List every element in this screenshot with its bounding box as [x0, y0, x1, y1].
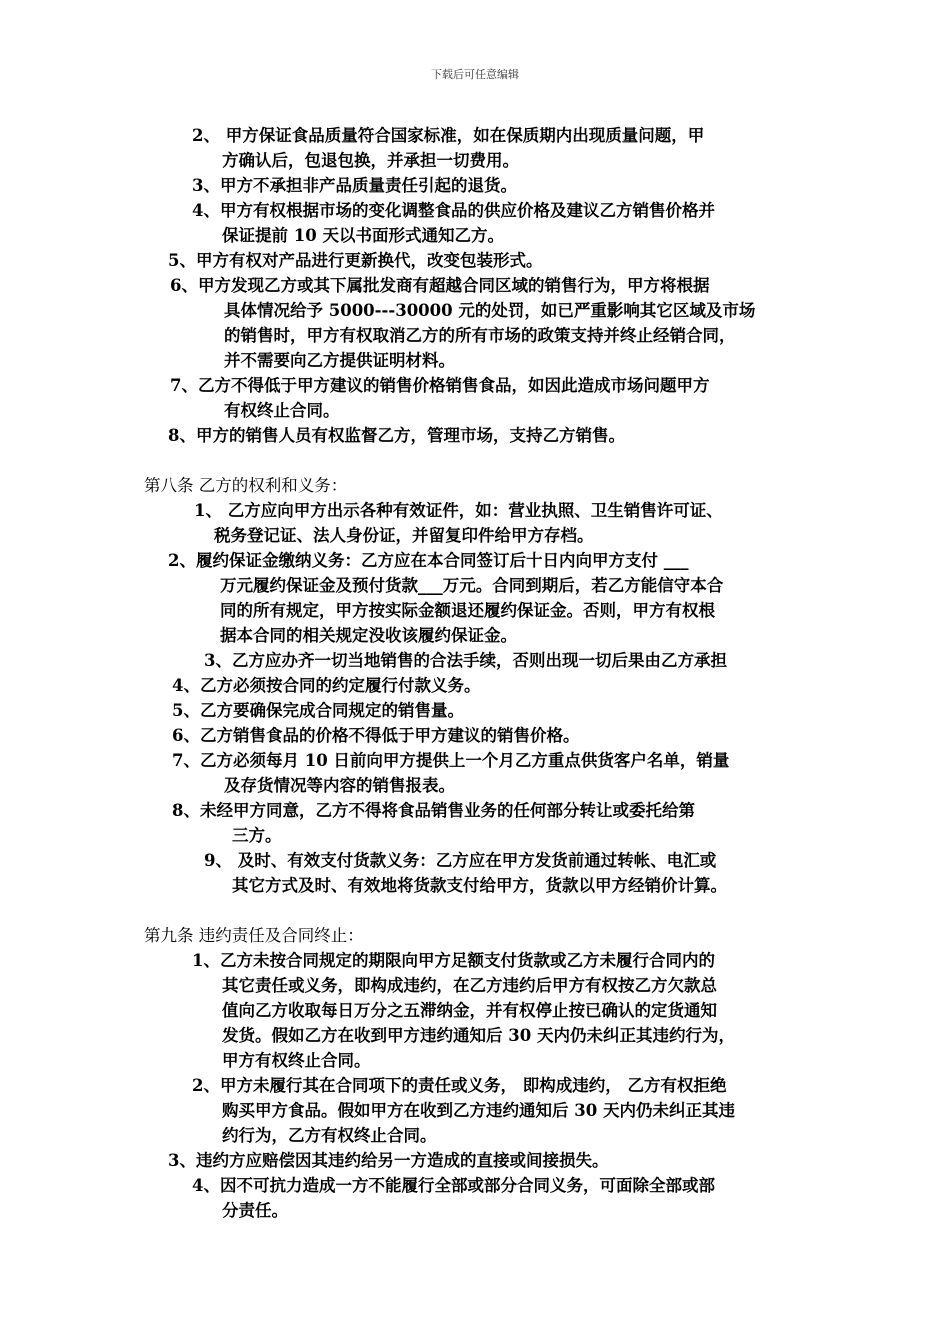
clause-9-item-2-line-1: 2、甲方未履行其在合同项下的责任或义务， 即构成违约， 乙方有权拒绝	[192, 1076, 727, 1095]
clause-7-item-5: 5、甲方有权对产品进行更新换代，改变包装形式。	[168, 251, 543, 270]
clause-7-item-8: 8、甲方的销售人员有权监督乙方，管理市场，支持乙方销售。	[168, 426, 625, 445]
clause-7-item-6-line-4: 并不需要向乙方提供证明材料。	[224, 351, 455, 370]
clause-7-item-7-line-1: 7、乙方不得低于甲方建议的销售价格销售食品，如因此造成市场问题甲方	[170, 376, 710, 395]
clause-7-item-6-line-2: 具体情况给予 5000---30000 元的处罚，如已严重影响其它区域及市场	[224, 301, 756, 320]
clause-9-item-4-line-1: 4、因不可抗力造成一方不能履行全部或部分合同义务，可面除全部或部	[192, 1176, 715, 1195]
clause-8-item-9-line-2: 其它方式及时、有效地将货款支付给甲方，货款以甲方经销价计算。	[232, 876, 727, 895]
clause-8-item-7-line-2: 及存货情况等内容的销售报表。	[224, 776, 455, 795]
clause-8-item-2-line-3: 同的所有规定，甲方按实际金额退还履约保证金。否则，甲方有权根	[220, 601, 715, 620]
clause-8-item-7-line-1: 7、乙方必须每月 10 日前向甲方提供上一个月乙方重点供货客户名单，销量	[172, 751, 730, 770]
clause-8-item-2-line-4: 据本合同的相关规定没收该履约保证金。	[220, 626, 517, 645]
clause-8-item-2-line-1: 2、履约保证金缴纳义务：乙方应在本合同签订后十日内向甲方支付 ___	[168, 551, 689, 570]
clause-9-item-1-line-4: 发货。假如乙方在收到甲方违约通知后 30 天内仍未纠正其违约行为，	[222, 1026, 735, 1045]
clause-8-item-1-line-1: 1、 乙方应向甲方出示各种有效证件，如：营业执照、卫生销售许可证、	[194, 501, 723, 520]
clause-8-item-2-line-2: 万元履约保证金及预付货款___万元。合同到期后，若乙方能信守本合	[220, 576, 724, 595]
clause-9-item-1-line-5: 甲方有权终止合同。	[222, 1051, 371, 1070]
clause-8-item-8-line-2: 三方。	[232, 826, 282, 845]
clause-8-item-1-line-2: 税务登记证、法人身份证，并留复印件给甲方存档。	[214, 526, 594, 545]
clause-9-item-2-line-3: 约行为，乙方有权终止合同。	[222, 1126, 437, 1145]
clause-7-item-3: 3、甲方不承担非产品质量责任引起的退货。	[192, 176, 517, 195]
clause-7-item-7-line-2: 有权终止合同。	[224, 401, 340, 420]
clause-9-item-1-line-2: 其它责任或义务，即构成违约，在乙方违约后甲方有权按乙方欠款总	[222, 976, 717, 995]
clause-7-item-6-line-3: 的销售时，甲方有权取消乙方的所有市场的政策支持并终止经销合同，	[224, 326, 736, 345]
clause-9-item-3: 3、违约方应赔偿因其违约给另一方造成的直接或间接损失。	[168, 1151, 609, 1170]
clause-7-item-4-line-1: 4、甲方有权根据市场的变化调整食品的供应价格及建议乙方销售价格并	[192, 201, 715, 220]
clause-7-item-2-line-1: 2、 甲方保证食品质量符合国家标准，如在保质期内出现质量问题，甲	[192, 126, 705, 145]
clause-7-item-6-line-1: 6、甲方发现乙方或其下属批发商有超越合同区域的销售行为，甲方将根据	[170, 276, 710, 295]
clause-9-item-4-line-2: 分责任。	[222, 1201, 288, 1220]
clause-8-item-3: 3、乙方应办齐一切当地销售的合法手续，否则出现一切后果由乙方承担	[204, 651, 727, 670]
clause-8-item-9-line-1: 9、 及时、有效支付货款义务：乙方应在甲方发货前通过转帐、电汇或	[204, 851, 717, 870]
clause-8-item-8-line-1: 8、未经甲方同意，乙方不得将食品销售业务的任何部分转让或委托给第	[172, 801, 695, 820]
clause-9-item-1-line-3: 值向乙方收取每日万分之五滞纳金，并有权停止按已确认的定货通知	[222, 1001, 717, 1020]
page-header: 下载后可任意编辑	[431, 68, 519, 81]
clause-9-item-1-line-1: 1、乙方未按合同规定的期限向甲方足额支付货款或乙方未履行合同内的	[192, 951, 715, 970]
clause-7-item-4-line-2: 保证提前 10 天以书面形式通知乙方。	[222, 226, 504, 245]
clause-8-item-4: 4、乙方必须按合同的约定履行付款义务。	[172, 676, 481, 695]
clause-9-title: 第九条 违约责任及合同终止：	[144, 926, 364, 945]
clause-8-item-5: 5、乙方要确保完成合同规定的销售量。	[172, 701, 464, 720]
clause-8-item-6: 6、乙方销售食品的价格不得低于甲方建议的销售价格。	[172, 726, 580, 745]
clause-9-item-2-line-2: 购买甲方食品。假如甲方在收到乙方违约通知后 30 天内仍未纠正其违	[222, 1101, 735, 1120]
clause-8-title: 第八条 乙方的权利和义务：	[144, 476, 348, 495]
clause-7-item-2-line-2: 方确认后，包退包换，并承担一切费用。	[222, 151, 519, 170]
